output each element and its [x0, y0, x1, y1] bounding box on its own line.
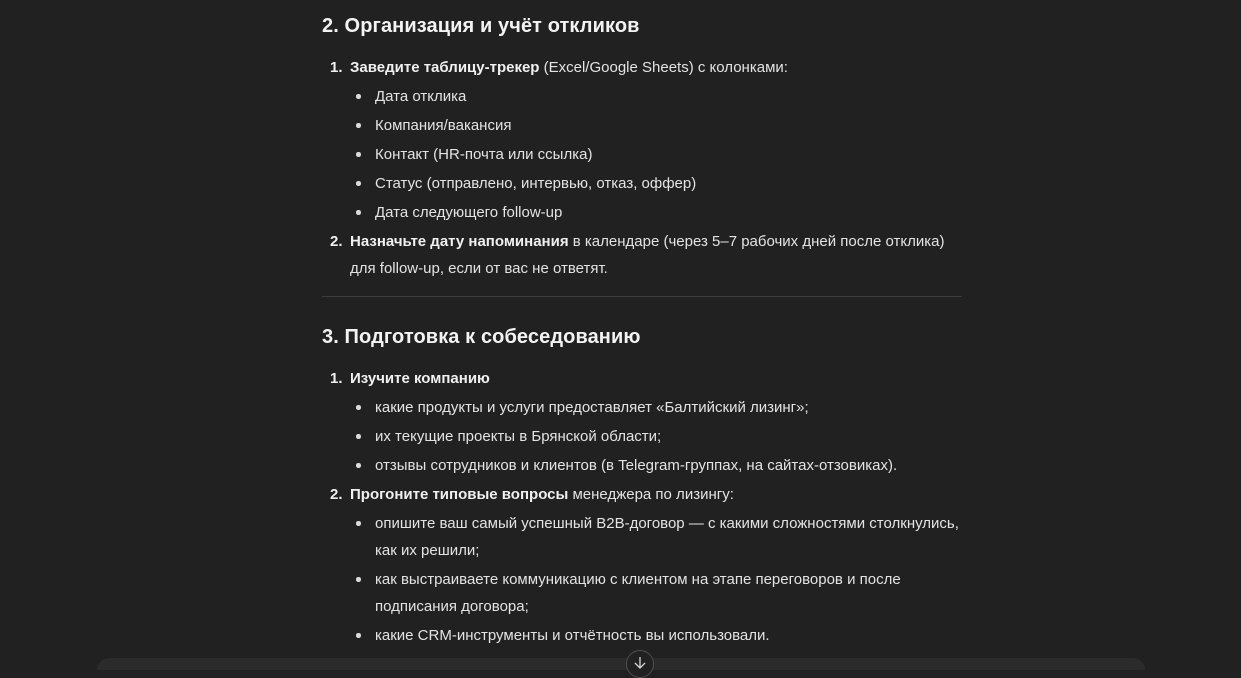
- list-item: [322, 452, 962, 479]
- bullet-text: как выстраиваете коммуникацию с клиентом на этапе переговоров и после подписания договора;: [375, 571, 901, 615]
- item-number: 2.: [330, 233, 343, 250]
- bullet-marker: [355, 622, 375, 649]
- numbered-item: [322, 228, 962, 282]
- list-item: [322, 566, 962, 620]
- numbered-item: [322, 365, 962, 392]
- bullet-text: опишите ваш самый успешный B2B-договор — с какими сложностями столкнулись, как их решили;: [375, 515, 959, 559]
- list-item: [322, 423, 962, 450]
- numbered-item: [322, 54, 962, 81]
- bullet-marker: [355, 141, 375, 168]
- list-item: [322, 83, 962, 110]
- bullet-text: отзывы сотрудников и клиентов (в Telegram-группах, на сайтах-отзовиках).: [375, 457, 898, 474]
- section-interview-prep: [322, 323, 962, 649]
- item-number: 1.: [330, 370, 343, 387]
- section-response-tracking: [322, 12, 962, 282]
- section-heading: 2. Организация и учёт откликов: [322, 15, 640, 37]
- assistant-message-content: [322, 0, 962, 651]
- item-rest: в календаре (через 5–7 рабочих дней после отклика) для follow-up, если от вас не ответят.: [350, 233, 945, 277]
- bullet-marker: [355, 566, 375, 620]
- bullet-marker: [355, 394, 375, 421]
- list-item: [322, 622, 962, 649]
- list-item: [322, 170, 962, 197]
- list-item: [322, 141, 962, 168]
- bullet-marker: [355, 510, 375, 564]
- bullet-marker: [355, 452, 375, 479]
- item-number: 1.: [330, 59, 343, 76]
- bullet-text: Контакт (HR-почта или ссылка): [375, 146, 593, 163]
- bullet-list: [322, 83, 962, 226]
- list-item: [322, 394, 962, 421]
- item-lead-bold: Заведите таблицу-трекер: [350, 59, 540, 76]
- bullet-marker: [355, 423, 375, 450]
- item-text: [350, 365, 962, 392]
- item-text: [350, 54, 962, 81]
- scroll-to-bottom-button[interactable]: [626, 650, 654, 678]
- list-item: [322, 112, 962, 139]
- section-heading: 3. Подготовка к собеседованию: [322, 326, 641, 348]
- bullet-text: Дата следующего follow-up: [375, 204, 563, 221]
- bullet-marker: [355, 170, 375, 197]
- bullet-text: какие продукты и услуги предоставляет «Балтийский лизинг»;: [375, 399, 809, 416]
- bullet-text: их текущие проекты в Брянской области;: [375, 428, 662, 445]
- bullet-list: [322, 394, 962, 479]
- bullet-text: Статус (отправлено, интервью, отказ, оффер): [375, 175, 697, 192]
- section-divider: [322, 296, 962, 297]
- item-lead-bold: Прогоните типовые вопросы: [350, 486, 569, 503]
- bullet-text: Дата отклика: [375, 88, 467, 105]
- list-item: [322, 510, 962, 564]
- item-text: [350, 481, 962, 508]
- bullet-marker: [355, 83, 375, 110]
- item-text: [350, 228, 962, 282]
- bullet-text: Компания/вакансия: [375, 117, 512, 134]
- arrow-down-icon: [632, 655, 648, 671]
- bullet-list: [322, 510, 962, 649]
- bullet-marker: [355, 112, 375, 139]
- bullet-marker: [355, 199, 375, 226]
- list-item: [322, 199, 962, 226]
- item-lead-bold: Изучите компанию: [350, 370, 490, 387]
- item-rest: менеджера по лизингу:: [568, 486, 734, 503]
- item-rest: (Excel/Google Sheets) с колонками:: [539, 59, 788, 76]
- composer-input-top-edge[interactable]: [97, 658, 1145, 670]
- bullet-text: какие CRM-инструменты и отчётность вы использовали.: [375, 627, 770, 644]
- item-lead-bold: Назначьте дату напоминания: [350, 233, 569, 250]
- item-number: 2.: [330, 486, 343, 503]
- numbered-item: [322, 481, 962, 508]
